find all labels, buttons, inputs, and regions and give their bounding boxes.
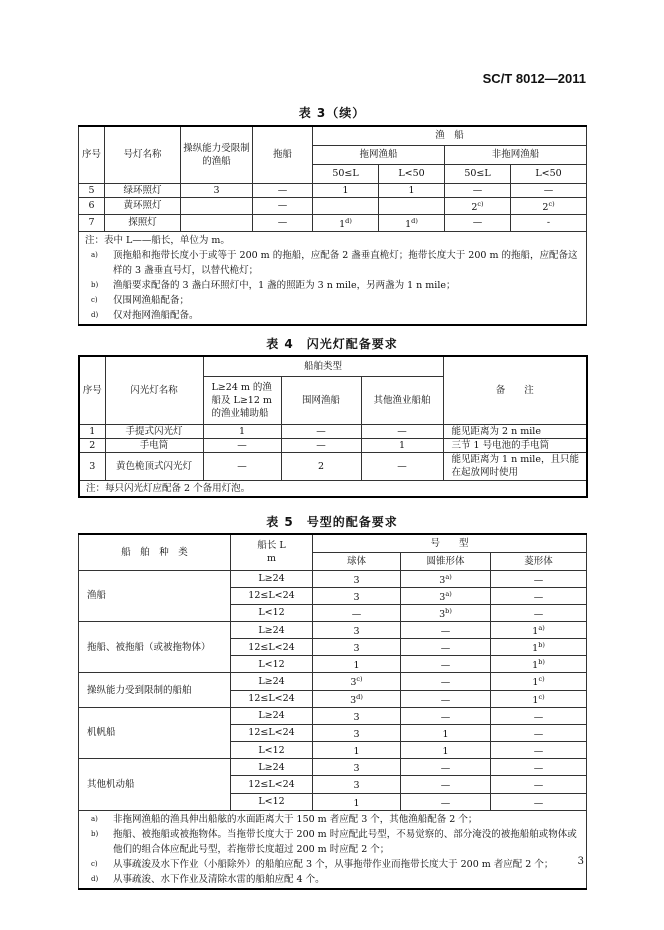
t3-notes [79, 231, 587, 325]
t5-cell: L<12 [231, 604, 313, 621]
t4-header-remark: 备 注 [443, 356, 587, 424]
t5-cell: 3$^{d)}$ [313, 690, 401, 707]
t3-header-non-trawl: 非拖网渔船 [445, 145, 587, 164]
t3-header-trawl: 拖网渔船 [313, 145, 445, 164]
t5-cell: — [401, 776, 491, 793]
table4-caption: 表 4 闪光灯配备要求 [266, 337, 398, 351]
t3-cell [379, 197, 445, 214]
t3-header-no: 序号 [79, 126, 105, 183]
t5-cell: 3 [313, 724, 401, 741]
t5-cell: 3 [313, 759, 401, 776]
t5-cell: 1 [313, 742, 401, 759]
t3-header-c3: 50≤L [445, 164, 511, 183]
t5-cell: — [401, 656, 491, 673]
page-number: 3 [577, 856, 584, 867]
table-row [79, 707, 587, 724]
t3-cell: 7 [79, 214, 105, 231]
t3-cell [313, 197, 379, 214]
t3-cell: — [445, 183, 511, 197]
table-row [79, 452, 587, 480]
t4-cell: — [203, 452, 281, 480]
t5-header-ship-type: 船 舶 种 类 [79, 534, 231, 570]
t3-cell: 1$^{d)}$ [379, 214, 445, 231]
table-row [79, 621, 587, 638]
t3-header-fishing: 渔 船 [313, 126, 587, 145]
t5-header-shape: 号 型 [313, 534, 587, 552]
t5-ship-type-cell: 渔船 [79, 570, 231, 621]
t5-cell: L≥24 [231, 621, 313, 638]
table-row [79, 424, 587, 438]
t3-note: b) 渔船要求配备的 3 盏白环照灯中，1 盏的照距为 3 n mile，另两盏为 1 n mile； [91, 279, 456, 291]
t3-cell: 5 [79, 183, 105, 197]
t5-ship-type-cell: 其他机动船 [79, 759, 231, 810]
t3-cell: 1 [379, 183, 445, 197]
t5-cell: — [401, 621, 491, 638]
table-row [79, 183, 587, 197]
t5-cell: 12≤L<24 [231, 587, 313, 604]
t3-cell: 6 [79, 197, 105, 214]
t3-note: c) 仅围网渔船配备； [91, 294, 190, 306]
t5-note: c) 从事疏浚及水下作业（小船除外）的船舶应配 3 个，从事拖带作业而拖带长度大于 200 m 者应配 2 个； [91, 858, 554, 870]
t5-cell: — [491, 707, 587, 724]
t5-cell: — [401, 759, 491, 776]
t5-cell: 3$^{b)}$ [401, 604, 491, 621]
t4-cell: 2 [281, 452, 361, 480]
t3-cell [181, 197, 253, 214]
t5-notes-cell [79, 810, 587, 889]
t3-cell: 1$^{d)}$ [313, 214, 379, 231]
t4-cell: 三节 1 号电池的手电筒 [443, 438, 587, 452]
t5-cell: 3$^{a)}$ [401, 570, 491, 587]
t4-cell: 黄色桅顶式闪光灯 [105, 452, 203, 480]
t5-cell: — [401, 793, 491, 810]
t3-cell: — [253, 197, 313, 214]
t3-cell: 3 [181, 183, 253, 197]
t5-cell: — [491, 587, 587, 604]
t5-ship-type-cell: 操纵能力受到限制的船舶 [79, 673, 231, 707]
t5-cell: L≥24 [231, 570, 313, 587]
t5-cell: 3 [313, 639, 401, 656]
t3-note-intro: 注：表中 L——船长，单位为 m。 [85, 234, 230, 246]
t5-cell: 1$^{b)}$ [491, 656, 587, 673]
table-row [79, 570, 587, 587]
t5-cell: 12≤L<24 [231, 690, 313, 707]
t5-header-diamond: 菱形体 [491, 552, 587, 570]
t5-cell: 1$^{c)}$ [491, 690, 587, 707]
t3-header-name: 号灯名称 [105, 126, 181, 183]
t5-cell: — [491, 742, 587, 759]
t3-cell: - [511, 214, 587, 231]
table-row [79, 438, 587, 452]
t3-cell: 2$^{c)}$ [445, 197, 511, 214]
t5-cell: 12≤L<24 [231, 724, 313, 741]
t5-cell: L<12 [231, 742, 313, 759]
t4-header-name: 闪光灯名称 [105, 356, 203, 424]
t3-note: a) 顶拖船和拖带长度小于或等于 200 m 的拖船，应配备 2 盏垂直桅灯；拖带长度大于 200 m 的拖船，应配备这样的 3 盏垂直号灯，以替代桅灯； [91, 249, 578, 276]
t5-cell: 3 [313, 587, 401, 604]
t5-cell: — [491, 776, 587, 793]
t5-cell: 1 [313, 656, 401, 673]
t3-header-c2: L<50 [379, 164, 445, 183]
t5-cell: 12≤L<24 [231, 776, 313, 793]
t4-header-col3: 其他渔业船舶 [361, 376, 443, 424]
t5-cell: 3$^{a)}$ [401, 587, 491, 604]
t3-cell: — [445, 214, 511, 231]
t5-note: d) 从事疏浚、水下作业及清除水雷的船舶应配 4 个。 [91, 873, 325, 885]
t4-cell: — [361, 452, 443, 480]
t3-cell: 2$^{c)}$ [511, 197, 587, 214]
t4-cell: 1 [203, 424, 281, 438]
t5-cell: 1 [313, 793, 401, 810]
t3-cell: — [511, 183, 587, 197]
t3-cell: 黄环照灯 [105, 197, 181, 214]
t4-cell: — [203, 438, 281, 452]
t5-cell: — [491, 570, 587, 587]
t4-cell: 能见距离为 1 n mile，且只能在起放网时使用 [443, 452, 587, 480]
table5 [78, 533, 587, 890]
t3-header-towing: 拖船 [253, 126, 313, 183]
t5-cell: — [313, 604, 401, 621]
t5-cell: 3 [313, 707, 401, 724]
t5-cell: L<12 [231, 793, 313, 810]
t5-cell: L<12 [231, 656, 313, 673]
t5-cell: — [491, 759, 587, 776]
t4-notes [79, 480, 587, 497]
t5-header-length: 船长 L m [231, 534, 313, 570]
t5-note: a) 非拖网渔船的渔具伸出船舷的水面距离大于 150 m 者应配 3 个，其他渔船配备 2 个； [91, 813, 478, 825]
table-row [79, 759, 587, 776]
table5-caption: 表 5 号型的配备要求 [266, 515, 398, 529]
t5-cell: L≥24 [231, 759, 313, 776]
t5-note: b) 拖船、被拖船或被拖物体。当拖带长度大于 200 m 时应配此号型，不易觉察的、部分淹没的被拖船舶或物体或他们的组合体应配此号型，若拖带长度超过 200 m 时应配 2 个； [91, 828, 577, 855]
t5-cell: 1 [401, 724, 491, 741]
t5-cell: — [401, 639, 491, 656]
t4-cell: — [361, 424, 443, 438]
t4-cell: 2 [79, 438, 105, 452]
t4-cell: 手提式闪光灯 [105, 424, 203, 438]
t4-header-col2: 围网渔船 [281, 376, 361, 424]
t3-cell: — [253, 214, 313, 231]
t5-cell: — [491, 604, 587, 621]
t5-cell: 1$^{a)}$ [491, 621, 587, 638]
t5-cell: — [491, 724, 587, 741]
t4-cell: 手电筒 [105, 438, 203, 452]
t3-note: d) 仅对拖网渔船配备。 [91, 309, 199, 321]
t5-notes [79, 810, 587, 889]
t5-cell: — [401, 673, 491, 690]
t5-header-cone: 圆锥形体 [401, 552, 491, 570]
t4-cell: — [281, 424, 361, 438]
t4-note: 注：每只闪光灯应配备 2 个备用灯泡。 [79, 480, 587, 497]
t3-cell: 1 [313, 183, 379, 197]
table4 [78, 355, 588, 498]
t5-header-ball: 球体 [313, 552, 401, 570]
t3-notes-cell [79, 231, 587, 325]
t3-cell: 绿环照灯 [105, 183, 181, 197]
t5-cell: — [491, 793, 587, 810]
t3-header-restricted: 操纵能力受限制的渔船 [181, 126, 253, 183]
t5-cell: 3 [313, 621, 401, 638]
t3-cell [181, 214, 253, 231]
t4-cell: — [281, 438, 361, 452]
t5-cell: L≥24 [231, 707, 313, 724]
t3-cell: — [253, 183, 313, 197]
table-row [79, 673, 587, 690]
t5-cell: 3 [313, 570, 401, 587]
t4-header-ship-type: 船舶类型 [203, 356, 443, 376]
t5-cell: 3$^{c)}$ [313, 673, 401, 690]
table-row [79, 197, 587, 214]
t5-cell: 3 [313, 776, 401, 793]
t5-cell: — [401, 690, 491, 707]
t5-cell: 1 [401, 742, 491, 759]
t3-cell: 探照灯 [105, 214, 181, 231]
t5-cell: — [401, 707, 491, 724]
t5-ship-type-cell: 机帆船 [79, 707, 231, 758]
t5-cell: L≥24 [231, 673, 313, 690]
t4-cell: 1 [361, 438, 443, 452]
t3-header-c1: 50≤L [313, 164, 379, 183]
t4-header-no: 序号 [79, 356, 105, 424]
t4-cell: 1 [79, 424, 105, 438]
standard-code: SC/T 8012—2011 [482, 71, 586, 86]
t3-header-c4: L<50 [511, 164, 587, 183]
t4-cell: 3 [79, 452, 105, 480]
t4-header-col1: L≥24 m 的渔船及 L≥12 m 的渔业辅助船 [203, 376, 281, 424]
table3 [78, 125, 587, 326]
table-row [79, 214, 587, 231]
table3-caption: 表 3（续） [298, 106, 366, 120]
t4-cell: 能见距离为 2 n mile [443, 424, 587, 438]
t5-cell: 1$^{b)}$ [491, 639, 587, 656]
t5-ship-type-cell: 拖船、被拖船（或被拖物体） [79, 621, 231, 672]
t5-cell: 1$^{c)}$ [491, 673, 587, 690]
t5-cell: 12≤L<24 [231, 639, 313, 656]
